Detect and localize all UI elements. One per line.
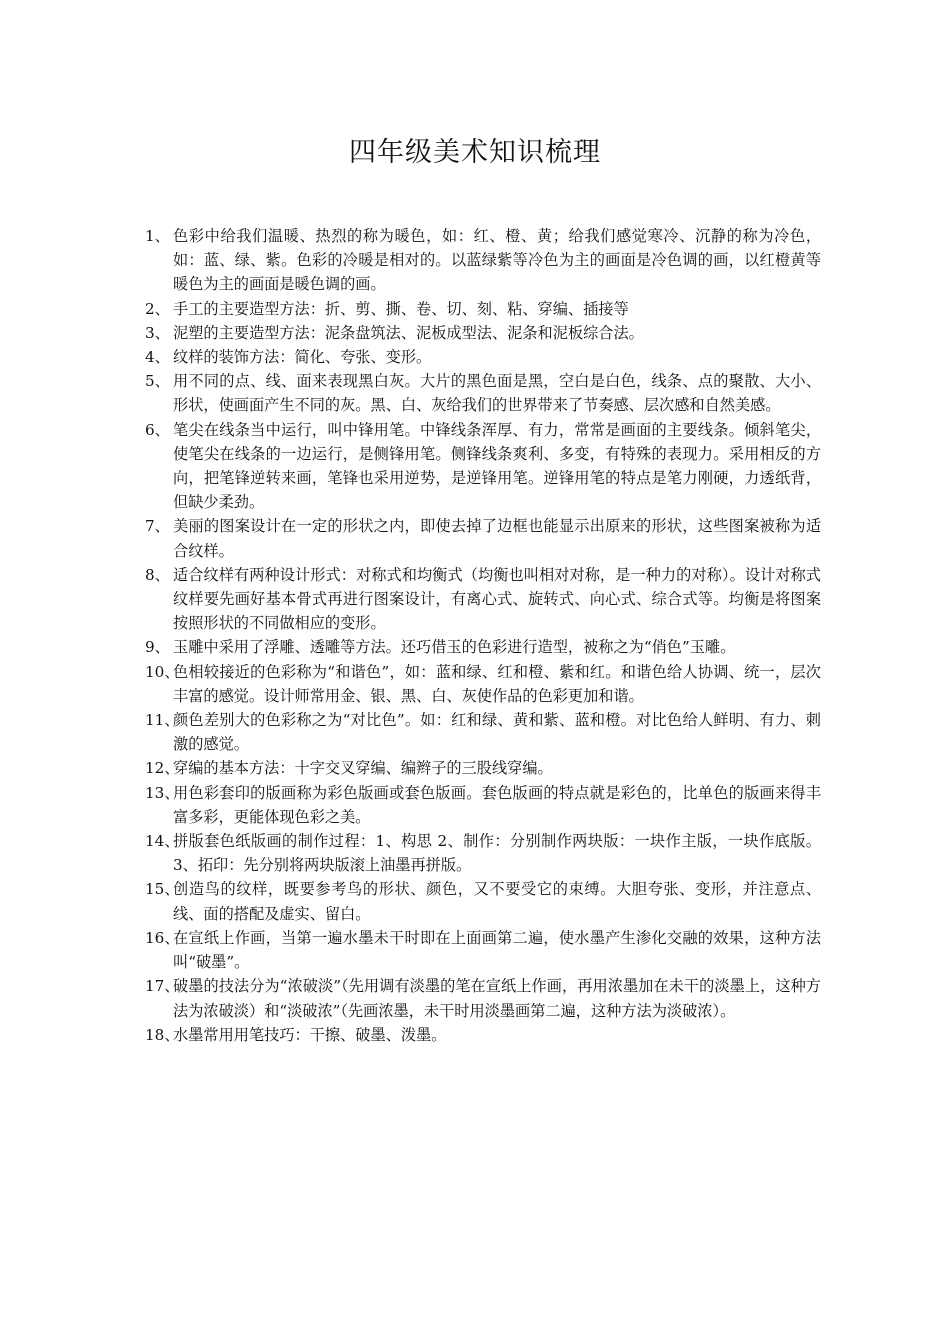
- item-number: 3、: [145, 323, 170, 342]
- knowledge-list: [145, 224, 821, 1047]
- item-number: 17、: [145, 977, 180, 996]
- list-item: [145, 756, 821, 780]
- list-item: [145, 418, 821, 515]
- item-number: 10、: [145, 662, 180, 681]
- item-number: 13、: [145, 783, 180, 802]
- item-number: 9、: [145, 638, 170, 657]
- item-number: 8、: [145, 565, 170, 584]
- item-text: 颜色差别大的色彩称之为“对比色”。如：红和绿、黄和紫、蓝和橙。对比色给人鲜明、有力、刺激的感觉。: [173, 711, 821, 754]
- item-text: 泥塑的主要造型方法：泥条盘筑法、泥板成型法、泥条和泥板综合法。: [173, 323, 644, 342]
- item-number: 1、: [145, 227, 170, 245]
- list-item: [145, 1023, 821, 1047]
- item-number: 11、: [145, 711, 180, 730]
- item-number: 4、: [145, 348, 170, 367]
- list-item: [145, 660, 821, 708]
- item-number: 15、: [145, 880, 180, 899]
- list-item: [145, 369, 821, 417]
- list-item: [145, 514, 821, 562]
- item-text: 破墨的技法分为“浓破淡”（先用调有淡墨的笔在宣纸上作画，再用浓墨加在未干的淡墨上，这种方法为浓破淡）和“淡破浓”（先画浓墨，未干时用淡墨画第二遍，这种方法为淡破浓）。: [173, 977, 821, 1020]
- item-text: 纹样的装饰方法：简化、夸张、变形。: [173, 348, 432, 367]
- item-text: 笔尖在线条当中运行，叫中锋用笔。中锋线条浑厚、有力，常常是画面的主要线条。倾斜笔尖，使笔尖在线条的一边运行，是侧锋用笔。侧锋线条爽利、多变，有特殊的表现力。采用相反的方向，把笔锋逆转来画，笔锋也采用逆势，是逆锋用笔。逆锋用笔的特点是笔力刚硬，力透纸背，但缺少柔劲。: [173, 420, 821, 512]
- item-text: 色相较接近的色彩称为“和谐色”，如：蓝和绿、红和橙、紫和红。和谐色给人协调、统一，层次丰富的感觉。设计师常用金、银、黑、白、灰使作品的色彩更加和谐。: [173, 662, 821, 705]
- item-number: 7、: [145, 517, 170, 536]
- item-text: 水墨常用用笔技巧：干擦、破墨、泼墨。: [173, 1025, 447, 1044]
- page-title: 四年级美术知识梳理: [349, 137, 601, 168]
- list-item: [145, 708, 821, 756]
- item-text: 穿编的基本方法：十字交叉穿编、编辫子的三股线穿编。: [173, 759, 553, 778]
- item-text: 用色彩套印的版画称为彩色版画或套色版画。套色版画的特点就是彩色的，比单色的版画来得丰富多彩，更能体现色彩之美。: [173, 783, 821, 826]
- item-text: 色彩中给我们温暖、热烈的称为暖色，如：红、橙、黄；给我们感觉寒冷、沉静的称为冷色，如：蓝、绿、紫。色彩的冷暖是相对的。以蓝绿紫等冷色为主的画面是冷色调的画，以红橙黄等暖色为主的画面是暖色调的画。: [173, 227, 821, 294]
- item-text: 拼版套色纸版画的制作过程：1、构思 2、制作：分别制作两块版：一块作主版，一块作底版。3、拓印：先分别将两块版滚上油墨再拼版。: [173, 832, 821, 875]
- list-item: [145, 974, 821, 1022]
- item-text: 玉雕中采用了浮雕、透雕等方法。还巧借玉的色彩进行造型，被称之为“俏色”玉雕。: [173, 638, 736, 657]
- item-number: 18、: [145, 1025, 180, 1044]
- item-text: 创造鸟的纹样，既要参考鸟的形状、颜色，又不要受它的束缚。大胆夸张、变形，并注意点、线、面的搭配及虚实、留白。: [173, 880, 821, 923]
- item-number: 12、: [145, 759, 180, 778]
- list-item: [145, 297, 821, 321]
- item-number: 6、: [145, 420, 170, 439]
- list-item: [145, 321, 821, 345]
- item-number: 5、: [145, 372, 170, 391]
- list-item: [145, 781, 821, 829]
- item-number: 16、: [145, 928, 180, 947]
- item-text: 美丽的图案设计在一定的形状之内，即使去掉了边框也能显示出原来的形状，这些图案被称为适合纹样。: [173, 517, 821, 560]
- list-item: [145, 926, 821, 974]
- list-item: [145, 635, 821, 659]
- list-item: [145, 345, 821, 369]
- list-item: [145, 829, 821, 877]
- list-item: [145, 563, 821, 636]
- item-text: 手工的主要造型方法：折、剪、撕、卷、切、刻、粘、穿编、插接等: [173, 299, 629, 318]
- item-number: 14、: [145, 832, 180, 851]
- item-text: 适合纹样有两种设计形式：对称式和均衡式（均衡也叫相对对称，是一种力的对称）。设计对称式纹样要先画好基本骨式再进行图案设计，有离心式、旋转式、向心式、综合式等。均衡是将图案按照形状的不同做相应的变形。: [173, 565, 821, 633]
- item-text: 在宣纸上作画，当第一遍水墨未干时即在上面画第二遍，使水墨产生渗化交融的效果，这种方法叫“破墨”。: [173, 928, 821, 972]
- item-text: 用不同的点、线、面来表现黑白灰。大片的黑色面是黑，空白是白色，线条、点的聚散、大小、形状，使画面产生不同的灰。黑、白、灰给我们的世界带来了节奏感、层次感和自然美感。: [173, 372, 821, 415]
- item-number: 2、: [145, 299, 170, 318]
- list-item: [145, 224, 821, 297]
- list-item: [145, 877, 821, 925]
